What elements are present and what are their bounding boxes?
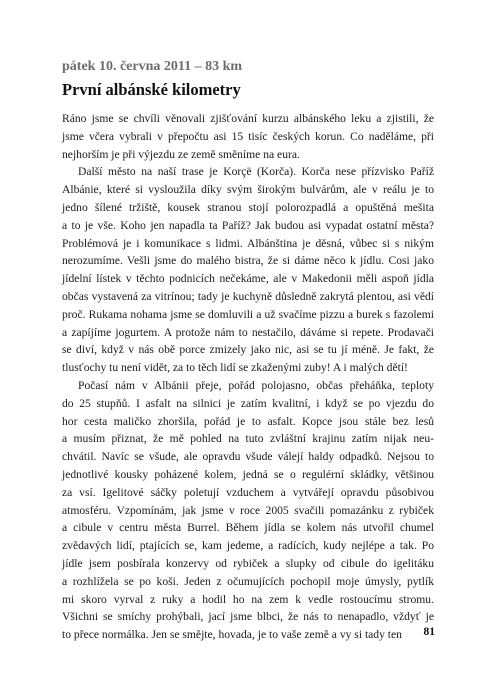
text-line: hor cesta maličko zhoršila, pořád je to asfalt. Kopce jsou stále bez lesů	[62, 414, 434, 428]
text-line: nejhorším je při výjezdu ze země směníme na eura.	[62, 147, 300, 161]
text-line: jídelní lístek v těchto podnicích nečekáme, ale v Makedonii měli aspoň jídla	[62, 272, 434, 286]
text-line: chvátil. Navíc se všude, ale opravdu všude válejí haldy odpadků. Nejsou to	[62, 450, 434, 464]
text-line: tlusťochy tu není vidět, za to těch lidí se zkaženými zuby! A i malých dětí!	[62, 361, 408, 375]
paragraph	[62, 377, 434, 644]
body-text	[62, 110, 434, 644]
text-line: Počasí nám v Albánii přeje, pořád polojasno, občas přeháňka, teploty	[78, 378, 434, 392]
text-line: mi skoro vyrval z ruky a hodil ho na zem k vedle rostoucímu stromu.	[62, 592, 434, 606]
chapter-date-line: pátek 10. června 2011 – 83 km	[62, 59, 243, 74]
text-line: jsme včera vybrali v přepočtu asi 15 tisíc českých korun. Co naděláme, při	[62, 129, 434, 143]
text-line: jedno šílené tržiště, kousek stranou stojí polorozpadlá a opuštěná mešita	[62, 200, 434, 214]
text-line: do 25 stupňů. I asfalt na silnici je zatím kvalitní, i když se po vjezdu do	[62, 396, 434, 410]
text-line: Všichni se smíchy prohýbali, jací jsme blbci, že nás to nenapadlo, vždyť je	[62, 610, 434, 624]
text-line: a zapíjíme jogurtem. A protože nám to nestačilo, dáváme si repete. Prodavači	[62, 325, 434, 339]
text-line: a rozhlížela se po koši. Jeden z očumujících pochopil moje úmysly, pytlík	[62, 574, 434, 588]
text-line: a cibule v centru města Burrel. Během jídla se kolem nás utvořil chumel	[62, 521, 434, 535]
text-line: Problémová je i komunikace s lidmi. Albánština je děsná, vůbec si s nikým	[62, 236, 434, 250]
page-number: 81	[423, 626, 435, 638]
text-line: nerozumíme. Vešli jsme do malého bistra, že si dáme něco k jídlu. Cosi jako	[62, 254, 434, 268]
page-content	[62, 58, 434, 644]
text-line: se diví, když v nás obě porce zmizely jako nic, asi se tu jí méně. Je fakt, že	[62, 343, 434, 357]
text-line: to přece normálka. Jen se smějte, hovada, je to vaše země a vy si tady ten	[62, 628, 402, 642]
text-line: za vsí. Igelitové sáčky poletují vzduchem a vytvářejí opravdu působivou	[62, 485, 434, 499]
text-line: Ráno jsme se chvíli věnovali zjišťování kurzu albánského leku a zjistili, že	[62, 112, 434, 125]
text-line: a to je vše. Koho jen napadla ta Paříž? Jak budou asi vypadat ostatní města?	[62, 218, 434, 232]
text-line: Albánie, které si vysloužila díky svým širokým bulvárům, ale v reálu je to	[62, 183, 434, 197]
text-line: atmosféru. Vzpomínám, jak jsme v roce 2005 svačili pomazánku z rybiček	[62, 503, 434, 517]
text-line: a musím přiznat, že mě pohled na tuto zvláštní krajinu zatím nijak neu-	[62, 432, 434, 446]
text-line: Další město na naší trase je Korçë (Korča). Korča nese přízvisko Paříž	[78, 165, 434, 179]
text-line: jídle jsem posbírala konzervy od rybiček a slupky od cibule do igelitáku	[62, 556, 434, 570]
text-line: občas vystavená za vitrínou; tady je kuchyně důsledně zakrytá plentou, asi vědí	[62, 289, 434, 303]
text-line: jednotlivé kousky poházené kolem, jedná se o regulérní skládky, většinou	[62, 467, 434, 481]
chapter-title: První albánské kilometry	[62, 80, 241, 99]
paragraph	[62, 163, 434, 377]
paragraph	[62, 110, 434, 163]
text-line: zvědavých lidí, ptajících se, kam jedeme, a radících, kudy nejlépe a tak. Po	[62, 539, 434, 553]
text-line: proč. Rukama nohama jsme se domluvili a už svačíme pizzu a burek s fazolemi	[62, 307, 434, 321]
